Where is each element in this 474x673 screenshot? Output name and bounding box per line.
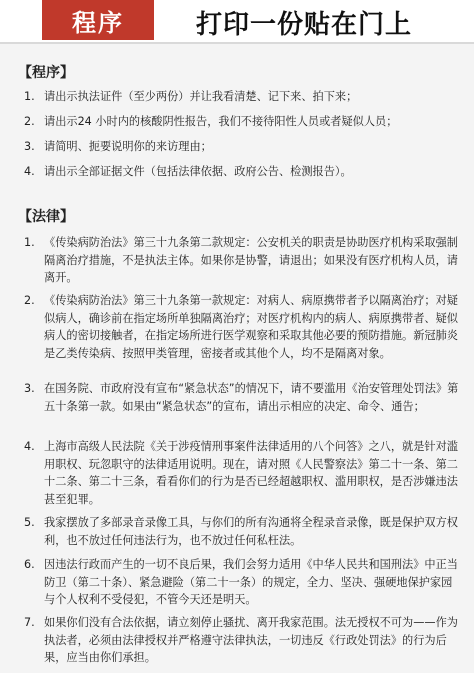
item-number: 1. xyxy=(24,90,35,103)
law-item xyxy=(24,614,460,667)
header xyxy=(0,0,474,44)
item-text: 请出示全部证据文件（包括法律依据、政府公告、检测报告）。 xyxy=(44,165,352,178)
program-item xyxy=(24,88,460,106)
item-text: 请出示24 小时内的核酸阴性报告，我们不接待阳性人员或者疑似人员； xyxy=(44,115,398,128)
item-number: 4. xyxy=(24,165,35,178)
law-item xyxy=(24,380,460,415)
program-item xyxy=(24,113,460,131)
item-number: 6. xyxy=(24,558,35,571)
item-number: 2. xyxy=(24,115,35,128)
item-number: 4. xyxy=(24,440,35,453)
item-number: 5. xyxy=(24,516,35,529)
item-number: 1. xyxy=(24,236,35,249)
page-title: 打印一份贴在门上 xyxy=(196,10,413,40)
item-number: 3. xyxy=(24,382,35,395)
program-item xyxy=(24,163,460,181)
law-section-title: 【法律】 xyxy=(18,209,74,225)
item-number: 7. xyxy=(24,616,35,629)
item-text: 如果你们没有合法依据，请立刻停止骚扰、离开我家范围。法无授权不可为——作为执法者，必须由法律授权并严格遵守法律执法，一切违反《行政处罚法》的行为后果，应当由你们承担。 xyxy=(44,616,458,664)
item-number: 3. xyxy=(24,140,35,153)
program-item xyxy=(24,138,460,156)
item-text: 《传染病防治法》第三十九条第二款规定：公安机关的职责是协助医疗机构采取强制隔离治疗措施，不是执法主体。如果你是协警，请退出；如果没有医疗机构人员，请离开。 xyxy=(44,236,458,284)
law-item xyxy=(24,292,460,362)
program-tag: 程序 xyxy=(42,0,154,40)
law-item xyxy=(24,556,460,609)
item-text: 我家摆放了多部录音录像工具，与你们的所有沟通将全程录音录像，既是保护双方权利，也不放过任何违法行为，也不放过任何私枉法。 xyxy=(44,516,458,547)
item-number: 2. xyxy=(24,294,35,307)
law-item xyxy=(24,234,460,287)
law-item xyxy=(24,438,460,508)
item-text: 在国务院、市政府没有宣布“紧急状态”的情况下，请不要滥用《治安管理处罚法》第五十条第一款。如果由“紧急状态”的宣布，请出示相应的决定、命令、通告； xyxy=(44,382,459,413)
item-text: 请简明、扼要说明你的来访理由； xyxy=(44,140,212,153)
item-text: 上海市高级人民法院《关于涉疫情刑事案件法律适用的八个问答》之八，就是针对滥用职权、玩忽职守的法律适用说明。现在，请对照《人民警察法》第二十一条、第二十二条、第二十三条，看看你们的行为是否已经超越职权、滥用职权，是否涉嫌违法甚至犯罪。 xyxy=(44,440,458,506)
program-section-title: 【程序】 xyxy=(18,65,74,81)
item-text: 因违法行政而产生的一切不良后果，我们会努力适用《中华人民共和国刑法》中正当防卫（第二十条）、紧急避险（第二十一条）的规定，全力、坚决、强硬地保护家园与个人权利不受侵犯，不管今天还是明天。 xyxy=(44,558,458,606)
law-item xyxy=(24,514,460,549)
item-text: 请出示执法证件（至少两份）并让我看清楚、记下来、拍下来； xyxy=(44,90,358,103)
item-text: 《传染病防治法》第三十九条第一款规定：对病人、病原携带者予以隔离治疗；对疑似病人，确诊前在指定场所单独隔离治疗；对医疗机构内的病人、病原携带者、疑似病人的密切接触者，在指定场所进行医学观察和采取其他必要的预防措施。新冠肺炎是乙类传染病、按照甲类管理，密接者或其他个人，均不是隔离对象。 xyxy=(44,294,458,360)
